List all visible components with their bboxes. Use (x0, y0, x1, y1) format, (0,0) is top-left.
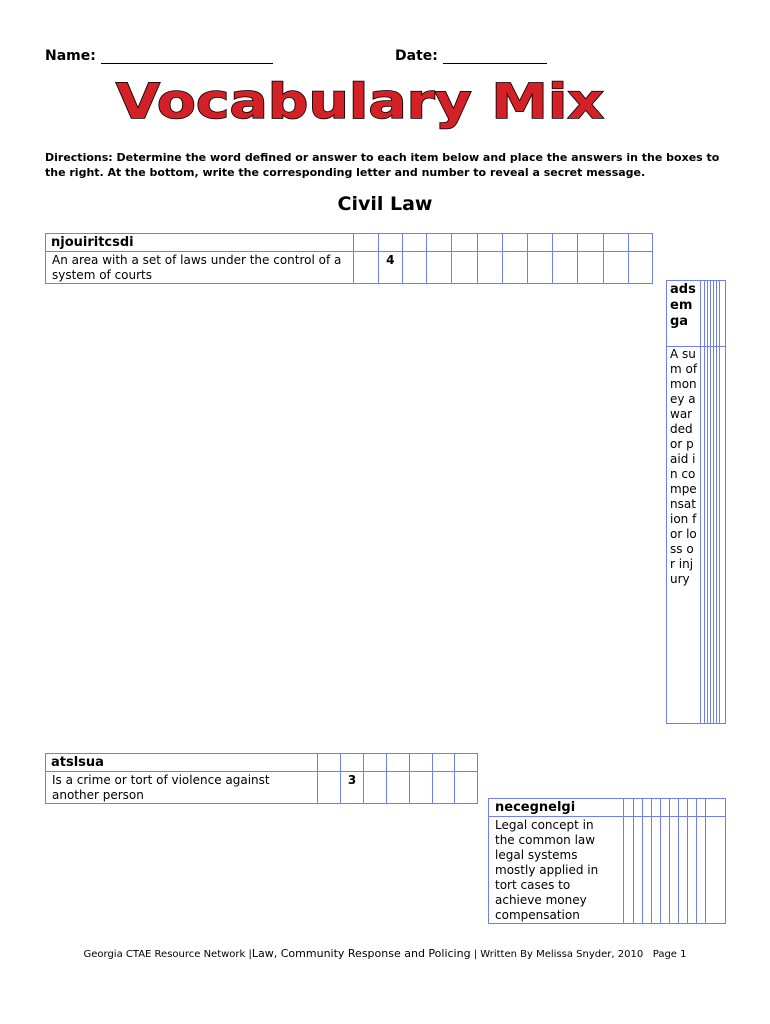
clue-text: Is a crime or tort of violence against another person (46, 772, 318, 804)
answer-box[interactable] (679, 799, 688, 817)
answer-box[interactable] (628, 234, 652, 252)
answer-box[interactable] (427, 234, 452, 252)
scrambled-word: necegnelgi (489, 799, 624, 817)
answer-box[interactable] (578, 252, 603, 284)
footer-network: Georgia CTAE Resource Network | (83, 949, 252, 960)
answer-box[interactable] (661, 799, 670, 817)
answer-box[interactable] (643, 799, 652, 817)
answer-box[interactable] (502, 252, 527, 284)
clue-text: An area with a set of laws under the control of a system of courts (46, 252, 354, 284)
puzzle-1 (45, 233, 653, 284)
answer-box[interactable] (720, 347, 726, 724)
answer-box[interactable] (661, 817, 670, 924)
answer-box[interactable] (378, 234, 402, 252)
directions-text: Directions: Determine the word defined or answer to each item below and place the answers in the boxes to the right. At the bottom, write the corresponding letter and number to reveal a secret message. (45, 151, 720, 179)
answer-box[interactable] (364, 754, 387, 772)
answer-box[interactable] (353, 252, 378, 284)
puzzle-4 (488, 798, 726, 924)
answer-box[interactable] (706, 817, 726, 924)
answer-box[interactable] (679, 817, 688, 924)
answer-box[interactable] (433, 772, 455, 804)
answer-box[interactable] (402, 234, 426, 252)
answer-box[interactable] (387, 754, 410, 772)
answer-box[interactable] (341, 754, 364, 772)
answer-box[interactable] (477, 252, 502, 284)
answer-box[interactable] (452, 252, 477, 284)
answer-box[interactable] (720, 281, 726, 347)
answer-box[interactable] (578, 234, 603, 252)
page-title: Vocabulary Mix (116, 74, 605, 130)
date-label: Date: (395, 48, 438, 64)
answer-box[interactable] (624, 799, 634, 817)
section-title: Civil Law (337, 193, 433, 215)
secret-number: 3 (341, 772, 364, 804)
answer-box[interactable] (643, 817, 652, 924)
answer-box[interactable] (688, 799, 697, 817)
title-wordart (112, 60, 612, 135)
answer-box[interactable] (455, 772, 478, 804)
clue-text: A sum of money awarded or paid in compensation for loss or injury (667, 347, 701, 724)
clue-text: Legal concept in the common law legal systems mostly applied in tort cases to achieve money compensation (489, 817, 624, 924)
answer-box[interactable] (477, 234, 502, 252)
answer-box[interactable] (603, 252, 628, 284)
puzzle-3 (45, 753, 478, 804)
answer-box[interactable] (318, 772, 341, 804)
answer-box[interactable] (706, 799, 726, 817)
answer-box[interactable] (603, 234, 628, 252)
answer-box[interactable] (353, 234, 378, 252)
answer-box[interactable] (652, 817, 661, 924)
answer-box[interactable] (452, 234, 477, 252)
answer-box[interactable] (697, 817, 706, 924)
answer-box[interactable] (688, 817, 697, 924)
answer-box[interactable] (502, 234, 527, 252)
answer-box[interactable] (402, 252, 426, 284)
scrambled-word: atslsua (46, 754, 318, 772)
footer (0, 947, 770, 960)
answer-box[interactable] (553, 234, 578, 252)
answer-box[interactable] (697, 799, 706, 817)
secret-number: 4 (378, 252, 402, 284)
puzzle-2 (666, 280, 726, 724)
footer-author: | Written By Melissa Snyder, 2010 (470, 949, 644, 960)
scrambled-word: adsemga (667, 281, 701, 347)
answer-box[interactable] (455, 754, 478, 772)
answer-box[interactable] (318, 754, 341, 772)
answer-box[interactable] (410, 772, 433, 804)
answer-box[interactable] (427, 252, 452, 284)
answer-box[interactable] (670, 799, 679, 817)
answer-box[interactable] (364, 772, 387, 804)
answer-box[interactable] (410, 754, 433, 772)
answer-box[interactable] (553, 252, 578, 284)
answer-box[interactable] (527, 252, 552, 284)
scrambled-word: njouiritcsdi (46, 234, 354, 252)
answer-box[interactable] (387, 772, 410, 804)
page-number: Page 1 (652, 949, 687, 960)
answer-box[interactable] (628, 252, 652, 284)
footer-course: Law, Community Response and Policing (251, 947, 471, 960)
answer-box[interactable] (634, 799, 643, 817)
answer-box[interactable] (624, 817, 634, 924)
answer-box[interactable] (527, 234, 552, 252)
answer-box[interactable] (634, 817, 643, 924)
name-label: Name: (45, 48, 96, 64)
answer-box[interactable] (652, 799, 661, 817)
answer-box[interactable] (670, 817, 679, 924)
answer-box[interactable] (433, 754, 455, 772)
